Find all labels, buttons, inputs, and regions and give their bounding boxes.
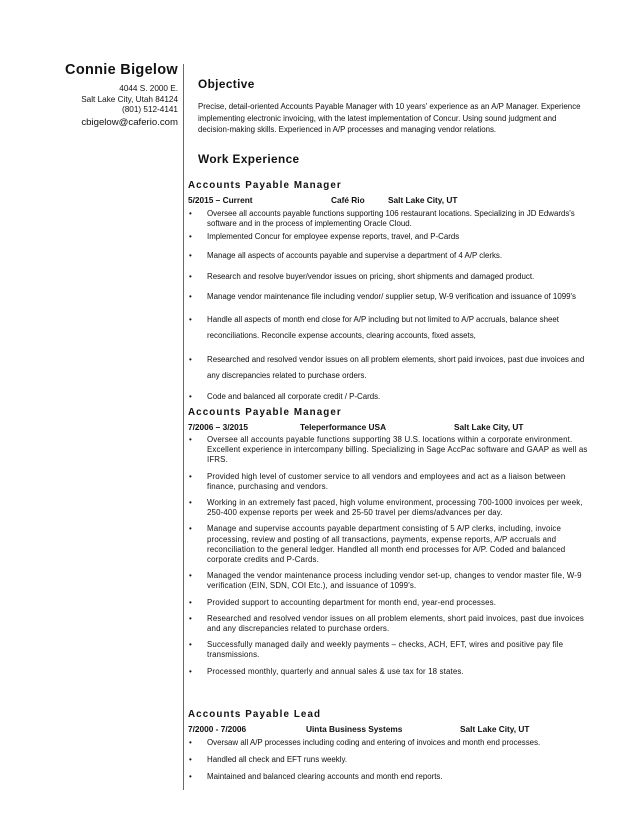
list-item: • Manage all aspects of accounts payable and supervise a department of 4 A/P clerks. [189,250,503,260]
list-item: • Manage vendor maintenance file including vendor/ supplier setup, W-9 verification and issuance of 1099's [189,292,576,302]
vertical-divider [183,64,184,790]
address-line-2: Salt Lake City, Utah 84124 [81,94,178,104]
list-item: • Oversaw all A/P processes including coding and entering of invoices and month end processes. [189,738,541,747]
list-item: • Researched and resolved vendor issues on all problem elements, short paid invoices, past due invoices and any discrepancies related to purchase orders. [189,613,585,634]
list-item: • Research and resolve buyer/vendor issues on pricing, short shipments and damaged product. [189,271,535,281]
job-meta [188,724,588,736]
list-item: • Successfully managed daily and weekly payments – checks, ACH, EFT, wires and positive pay file transmissions. [189,640,564,660]
contact-block [0,62,178,128]
job-dates: 7/2000 - 7/2006 [188,724,247,734]
list-item: • Processed monthly, quarterly and annual sales & use tax for 18 states. [189,666,464,676]
list-item: • Managed the vendor maintenance process including vendor set-up, changes to vendor master file, W-9 verification (EIN, SDN, COI Etc.), and issuance of 1099's. [189,571,582,591]
objective-text: Precise, detail-oriented Accounts Payable Manager with 10 years' experience as an A/P Manager. Experience implementing electronic invoicing, with the latest implementation of Concur. Using sound judgment and decision-making skills. Experienced in A/P processes and managing vendor relations. [198,102,581,134]
list-item: • Manage and supervise accounts payable department consisting of 5 A/P clerks, including, invoice processing, review and posting of all transactions, payments, expense reports, A/P accruals and reconciliation to the general ledger. Handled all month end processes for A/P. Coded and balanced corporate credits and P-Cards. [189,524,566,565]
job-company: Uinta Business Systems [306,724,403,734]
job-location: Salt Lake City, UT [460,724,530,734]
job-dates: 5/2015 – Current [188,195,253,205]
list-item: • Oversee all accounts payable functions supporting 106 restaurant locations. Specializing in JD Edwards's software and in the process of implementing Oracle Cloud. [189,209,575,229]
phone-number: (801) 512-4141 [122,105,178,114]
list-item: • Working in an extremely fast paced, high volume environment, processing 700-1000 invoices per week, 250-400 expense reports per week and 25-50 travel per diems/advances per day. [189,498,583,518]
job-meta [188,195,588,207]
list-item: • Provided support to accounting department for month end, year-end processes. [189,597,497,607]
list-item: • Implemented Concur for employee expense reports, travel, and P-Cards [189,232,460,242]
job-entry-2 [188,407,588,677]
job-company: Teleperformance USA [300,422,387,432]
job-bullets [188,209,588,402]
job-bullets [188,738,588,783]
job-bullets [188,435,588,677]
email-address: cbigelow@caferio.com [81,116,178,128]
list-item: • Handled all check and EFT runs weekly. [189,755,348,765]
list-item: • Handle all aspects of month end close for A/P including but not limited to A/P accruals, balance sheet reconciliations. Reconcile expense accounts, clearing accounts, fixed assets, [189,315,559,341]
job-dates: 7/2006 – 3/2015 [188,422,248,432]
job-title: Accounts Payable Lead [188,709,322,720]
objective-heading: Objective [198,77,255,91]
work-experience-heading: Work Experience [198,152,300,166]
job-company: Café Rio [331,195,365,205]
job-entry-1 [188,180,588,402]
candidate-name: Connie Bigelow [65,62,178,78]
job-meta [188,422,588,434]
list-item: • Maintained and balanced clearing accounts and month end reports. [189,772,443,782]
job-location: Salt Lake City, UT [454,422,524,432]
job-title: Accounts Payable Manager [188,180,342,191]
list-item: • Provided high level of customer service to all vendors and employees and act as a liaison between finance, purchasing and vendors. [189,471,566,491]
job-location: Salt Lake City, UT [388,195,458,205]
job-entry-3 [188,709,588,783]
job-title: Accounts Payable Manager [188,407,342,418]
list-item: • Code and balanced all corporate credit / P-Cards. [189,392,381,402]
list-item: • Oversee all accounts payable functions supporting 38 U.S. locations within a corporate environment. Excellent experience in intercompany billing. Specializing in Sage AccPac software and GAAP as well as IFRS. [189,435,588,465]
list-item: • Researched and resolved vendor issues on all problem elements, short paid invoices, past due invoices and any discrepancies related to purchase orders. [189,355,585,381]
address-line-1: 4044 S. 2000 E. [119,84,178,93]
